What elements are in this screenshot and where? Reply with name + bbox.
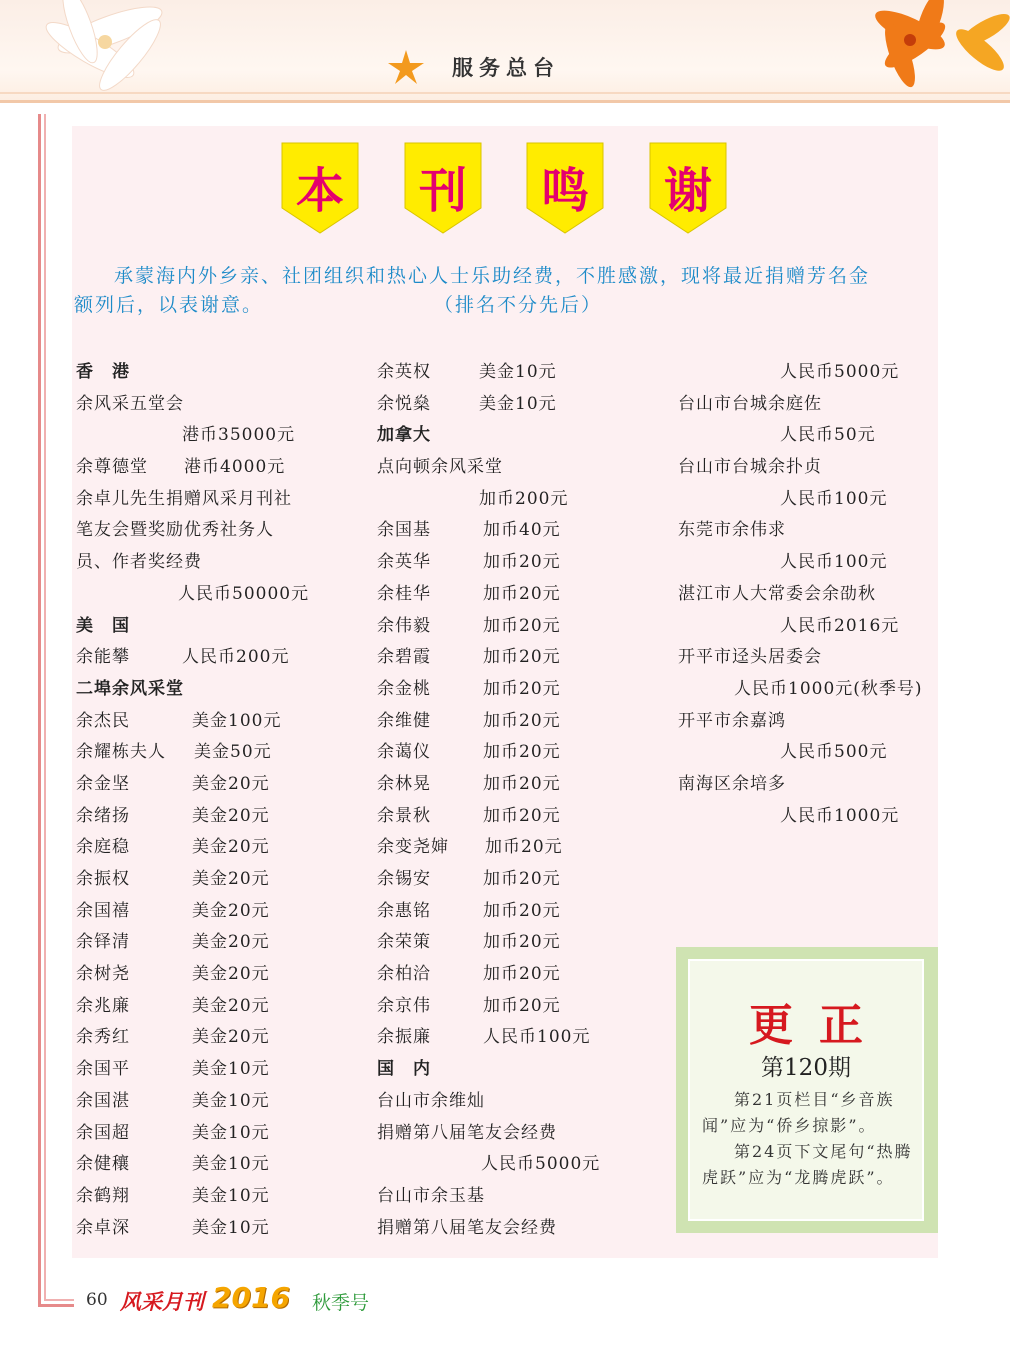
donation-amount: 加币20元 bbox=[483, 773, 561, 794]
correction-text bbox=[702, 1087, 916, 1191]
donor-name: 余树尧 bbox=[76, 964, 130, 985]
donor-name: 东莞市余伟求 bbox=[678, 520, 786, 541]
donation-amount: 加币20元 bbox=[483, 647, 561, 668]
donor-row bbox=[76, 832, 356, 864]
region-name: 美 国 bbox=[76, 615, 130, 636]
donor-name: 台山市余玉基 bbox=[377, 1185, 485, 1206]
region-heading bbox=[377, 1054, 667, 1086]
donor-name: 开平市迳头居委会 bbox=[678, 647, 822, 668]
donor-name: 余金桃 bbox=[377, 678, 431, 699]
donation-amount: 美金10元 bbox=[192, 1090, 270, 1111]
donor-row bbox=[377, 769, 667, 801]
donor-row bbox=[76, 579, 356, 611]
region-name: 香 港 bbox=[76, 362, 130, 382]
donor-row bbox=[678, 547, 943, 579]
donation-amount: 人民币1000元 bbox=[780, 805, 900, 826]
donor-name: 余绪扬 bbox=[76, 805, 130, 826]
donor-name: 余耀栋夫人 bbox=[76, 742, 166, 763]
donor-row bbox=[678, 579, 943, 611]
donor-name: 余惠铭 bbox=[377, 900, 431, 921]
donation-amount: 加币20元 bbox=[483, 583, 561, 604]
donor-name: 湛江市人大常委会余劭秋 bbox=[678, 583, 876, 604]
donation-amount: 人民币100元 bbox=[780, 552, 888, 573]
donor-row bbox=[678, 642, 943, 674]
donor-name: 余锡安 bbox=[377, 869, 431, 889]
donor-name: 员、作者奖经费 bbox=[76, 552, 202, 573]
title-char: 刊 bbox=[418, 163, 467, 219]
region-heading bbox=[76, 357, 356, 389]
donation-amount: 美金10元 bbox=[192, 1059, 270, 1080]
donor-row bbox=[377, 611, 667, 643]
donation-amount: 加币20元 bbox=[483, 932, 561, 953]
title-char: 鸣 bbox=[540, 163, 589, 219]
donor-row bbox=[377, 484, 667, 516]
donor-row bbox=[76, 927, 356, 959]
region-name: 国 内 bbox=[377, 1059, 431, 1080]
donor-row bbox=[76, 769, 356, 801]
donation-amount: 美金50元 bbox=[194, 742, 272, 763]
donation-amount: 加币20元 bbox=[483, 678, 561, 699]
donation-amount: 加币20元 bbox=[483, 805, 561, 826]
donor-row bbox=[377, 991, 667, 1023]
donor-row bbox=[377, 1086, 667, 1118]
donor-name: 余国平 bbox=[76, 1059, 130, 1080]
donor-name: 余柏洽 bbox=[377, 964, 431, 985]
donation-amount: 人民币200元 bbox=[182, 647, 290, 668]
region-name: 二埠余风采堂 bbox=[76, 678, 184, 699]
donation-amount: 美金20元 bbox=[192, 995, 270, 1016]
donation-amount: 人民币50元 bbox=[780, 425, 876, 446]
donor-row bbox=[377, 1213, 667, 1245]
title-badge bbox=[281, 142, 359, 234]
donor-row bbox=[377, 864, 667, 896]
donor-row bbox=[76, 959, 356, 991]
donor-row bbox=[377, 547, 667, 579]
donation-amount: 加币20元 bbox=[483, 869, 561, 889]
orange-leaf-icon bbox=[388, 50, 424, 84]
donor-name: 余卓儿先生捐赠风采月刊社 bbox=[76, 488, 292, 509]
title-badge bbox=[404, 142, 482, 234]
donor-row bbox=[76, 1022, 356, 1054]
title-char: 谢 bbox=[663, 163, 712, 219]
donor-name: 余国基 bbox=[377, 520, 431, 541]
title-char: 本 bbox=[295, 163, 344, 219]
magazine-year: 2016 bbox=[212, 1281, 290, 1314]
donation-amount: 美金20元 bbox=[192, 837, 270, 858]
donation-amount: 美金20元 bbox=[192, 900, 270, 921]
donor-row bbox=[76, 1149, 356, 1181]
donor-row bbox=[76, 484, 356, 516]
magazine-name: 风采月刊 bbox=[120, 1289, 204, 1314]
donation-amount: 加币20元 bbox=[483, 710, 561, 731]
donor-name: 余铎清 bbox=[76, 932, 130, 953]
donation-amount: 人民币1000元(秋季号) bbox=[734, 678, 923, 699]
bottom-border-line bbox=[38, 1304, 74, 1307]
region-heading bbox=[377, 420, 667, 452]
donor-name: 余金坚 bbox=[76, 773, 130, 794]
donor-name: 余庭稳 bbox=[76, 837, 130, 858]
region-name: 加拿大 bbox=[377, 425, 431, 446]
donation-amount: 美金10元 bbox=[192, 1185, 270, 1206]
donor-row bbox=[377, 389, 667, 421]
donor-row bbox=[678, 357, 943, 389]
donor-row bbox=[377, 1022, 667, 1054]
donor-name: 余维健 bbox=[377, 710, 431, 731]
donor-row bbox=[76, 547, 356, 579]
header-title: 服务总台 bbox=[452, 56, 560, 80]
correction-title: 更正 bbox=[749, 1000, 889, 1051]
donation-amount: 美金20元 bbox=[192, 1027, 270, 1048]
donor-row bbox=[678, 389, 943, 421]
donor-row bbox=[377, 832, 667, 864]
donor-row bbox=[678, 769, 943, 801]
donation-amount: 港币4000元 bbox=[184, 457, 286, 478]
donor-name: 余碧霞 bbox=[377, 647, 431, 668]
donor-row bbox=[377, 515, 667, 547]
donor-row bbox=[76, 1181, 356, 1213]
donation-amount: 美金20元 bbox=[192, 932, 270, 953]
donation-amount: 人民币500元 bbox=[780, 742, 888, 763]
donation-amount: 人民币5000元 bbox=[481, 1154, 601, 1175]
page-number: 60 bbox=[86, 1290, 108, 1310]
donor-row bbox=[678, 801, 943, 833]
correction-inner bbox=[688, 959, 924, 1221]
donation-amount: 加币200元 bbox=[479, 488, 569, 509]
donor-name: 余伟毅 bbox=[377, 615, 431, 636]
donor-row bbox=[377, 452, 667, 484]
donation-amount: 美金10元 bbox=[192, 1122, 270, 1143]
intro-note: （排名不分先后） bbox=[434, 294, 603, 316]
donor-row bbox=[377, 896, 667, 928]
donor-row bbox=[678, 484, 943, 516]
donor-row bbox=[377, 642, 667, 674]
donor-column-1 bbox=[76, 357, 356, 1244]
donor-row bbox=[377, 706, 667, 738]
page-header bbox=[0, 0, 1010, 103]
donor-row bbox=[377, 927, 667, 959]
donor-row bbox=[76, 864, 356, 896]
donor-row bbox=[377, 1181, 667, 1213]
donor-name: 台山市余维灿 bbox=[377, 1090, 485, 1111]
donation-amount: 美金20元 bbox=[192, 773, 270, 794]
donor-row bbox=[678, 611, 943, 643]
correction-issue: 第120期 bbox=[761, 1055, 851, 1081]
donor-name: 余国禧 bbox=[76, 900, 130, 921]
donor-row bbox=[76, 642, 356, 674]
donation-amount: 人民币2016元 bbox=[780, 615, 900, 636]
left-border-line bbox=[44, 114, 46, 1300]
donor-row bbox=[678, 674, 943, 706]
donor-name: 余鹤翔 bbox=[76, 1185, 130, 1206]
donor-name: 台山市台城余庭佐 bbox=[678, 393, 822, 414]
donor-row bbox=[76, 896, 356, 928]
donation-amount: 加币20元 bbox=[483, 995, 561, 1016]
donor-name: 余兆廉 bbox=[76, 995, 130, 1016]
donation-amount: 人民币5000元 bbox=[780, 362, 900, 382]
donation-amount: 港币35000元 bbox=[182, 425, 296, 446]
donor-row bbox=[377, 674, 667, 706]
season-label: 秋季号 bbox=[312, 1292, 370, 1314]
donor-row bbox=[76, 1213, 356, 1245]
donor-name: 余杰民 bbox=[76, 710, 130, 731]
donation-amount: 人民币100元 bbox=[780, 488, 888, 509]
title-badge bbox=[649, 142, 727, 234]
donor-name: 余林晃 bbox=[377, 773, 431, 794]
donor-name: 余变尧婶 bbox=[377, 837, 449, 858]
donation-amount: 美金10元 bbox=[192, 1217, 270, 1238]
donor-name: 笔友会暨奖励优秀社务人 bbox=[76, 520, 274, 541]
donor-name: 点向顿余风采堂 bbox=[377, 457, 503, 478]
donation-amount: 加币20元 bbox=[483, 742, 561, 763]
donor-name: 余英华 bbox=[377, 552, 431, 573]
donor-row bbox=[377, 801, 667, 833]
donor-name: 台山市台城余扑贞 bbox=[678, 457, 822, 478]
bottom-border-line bbox=[44, 1299, 74, 1301]
donation-amount: 加币20元 bbox=[483, 900, 561, 921]
donor-row bbox=[76, 452, 356, 484]
donation-amount: 加币20元 bbox=[485, 837, 563, 858]
donor-name: 余国湛 bbox=[76, 1090, 130, 1111]
donor-row bbox=[678, 420, 943, 452]
correction-paragraph: 第21页栏目“乡音族闻”应为“侨乡掠影”。 bbox=[702, 1090, 895, 1135]
donor-row bbox=[377, 357, 667, 389]
donor-row bbox=[76, 389, 356, 421]
white-flower-icon bbox=[20, 0, 190, 92]
donor-name: 余荣策 bbox=[377, 932, 431, 953]
donor-name: 余桂华 bbox=[377, 583, 431, 604]
donor-name: 余卓深 bbox=[76, 1217, 130, 1238]
donor-name: 余国超 bbox=[76, 1122, 130, 1143]
donor-row bbox=[76, 1086, 356, 1118]
donation-amount: 人民币100元 bbox=[483, 1027, 591, 1048]
donor-column-3 bbox=[678, 357, 943, 832]
donor-row bbox=[377, 579, 667, 611]
donor-name: 开平市余嘉鸿 bbox=[678, 710, 786, 731]
donor-name: 余振权 bbox=[76, 869, 130, 889]
donor-name: 余悦燊 bbox=[377, 393, 431, 414]
donation-amount: 美金10元 bbox=[192, 1154, 270, 1175]
donor-row bbox=[678, 737, 943, 769]
donation-amount: 加币20元 bbox=[483, 615, 561, 636]
correction-paragraph: 第24页下文尾句“热腾虎跃”应为“龙腾虎跃”。 bbox=[702, 1142, 913, 1187]
donor-row bbox=[76, 706, 356, 738]
donor-row bbox=[678, 515, 943, 547]
donor-name: 捐赠第八届笔友会经费 bbox=[377, 1122, 557, 1143]
donor-name: 余尊德堂 bbox=[76, 457, 148, 478]
donor-name: 余秀红 bbox=[76, 1027, 130, 1048]
donor-row bbox=[377, 1149, 667, 1181]
donor-row bbox=[377, 737, 667, 769]
intro-line: 承蒙海内外乡亲、社团组织和热心人士乐助经费，不胜感激，现将最近捐赠芳名金 bbox=[114, 265, 871, 287]
donor-name: 余蔼仪 bbox=[377, 742, 431, 763]
donor-row bbox=[76, 420, 356, 452]
donor-name: 南海区余培多 bbox=[678, 773, 786, 794]
donor-name: 余景秋 bbox=[377, 805, 431, 826]
donation-amount: 美金10元 bbox=[479, 362, 557, 382]
title-badge bbox=[526, 142, 604, 234]
region-heading bbox=[76, 611, 356, 643]
donor-column-2 bbox=[377, 357, 667, 1244]
left-border-line bbox=[38, 114, 41, 1306]
donor-row bbox=[76, 515, 356, 547]
donor-row bbox=[377, 1118, 667, 1150]
donation-amount: 加币40元 bbox=[483, 520, 561, 541]
donation-amount: 美金20元 bbox=[192, 964, 270, 985]
donor-name: 余英权 bbox=[377, 362, 431, 382]
donation-amount: 加币20元 bbox=[483, 964, 561, 985]
orange-flower-icon bbox=[820, 0, 1010, 96]
donor-name: 余能攀 bbox=[76, 647, 130, 668]
donor-row bbox=[76, 1054, 356, 1086]
donor-name: 捐赠第八届笔友会经费 bbox=[377, 1217, 557, 1238]
intro-line: 额列后，以表谢意。 bbox=[74, 294, 264, 316]
donor-name: 余京伟 bbox=[377, 995, 431, 1016]
donor-row bbox=[76, 737, 356, 769]
donor-row bbox=[76, 1118, 356, 1150]
donation-amount: 加币20元 bbox=[483, 552, 561, 573]
donation-amount: 美金20元 bbox=[192, 869, 270, 889]
donor-name: 余健穰 bbox=[76, 1154, 130, 1175]
correction-box bbox=[676, 947, 938, 1233]
region-heading bbox=[76, 674, 356, 706]
donor-name: 余振廉 bbox=[377, 1027, 431, 1048]
donor-row bbox=[678, 706, 943, 738]
donor-name: 余风采五堂会 bbox=[76, 393, 184, 414]
donation-amount: 人民币50000元 bbox=[178, 583, 310, 604]
donor-row bbox=[377, 959, 667, 991]
donation-amount: 美金10元 bbox=[479, 393, 557, 414]
donor-row bbox=[76, 801, 356, 833]
donation-amount: 美金100元 bbox=[192, 710, 282, 731]
donor-row bbox=[76, 991, 356, 1023]
donation-amount: 美金20元 bbox=[192, 805, 270, 826]
donor-row bbox=[678, 452, 943, 484]
